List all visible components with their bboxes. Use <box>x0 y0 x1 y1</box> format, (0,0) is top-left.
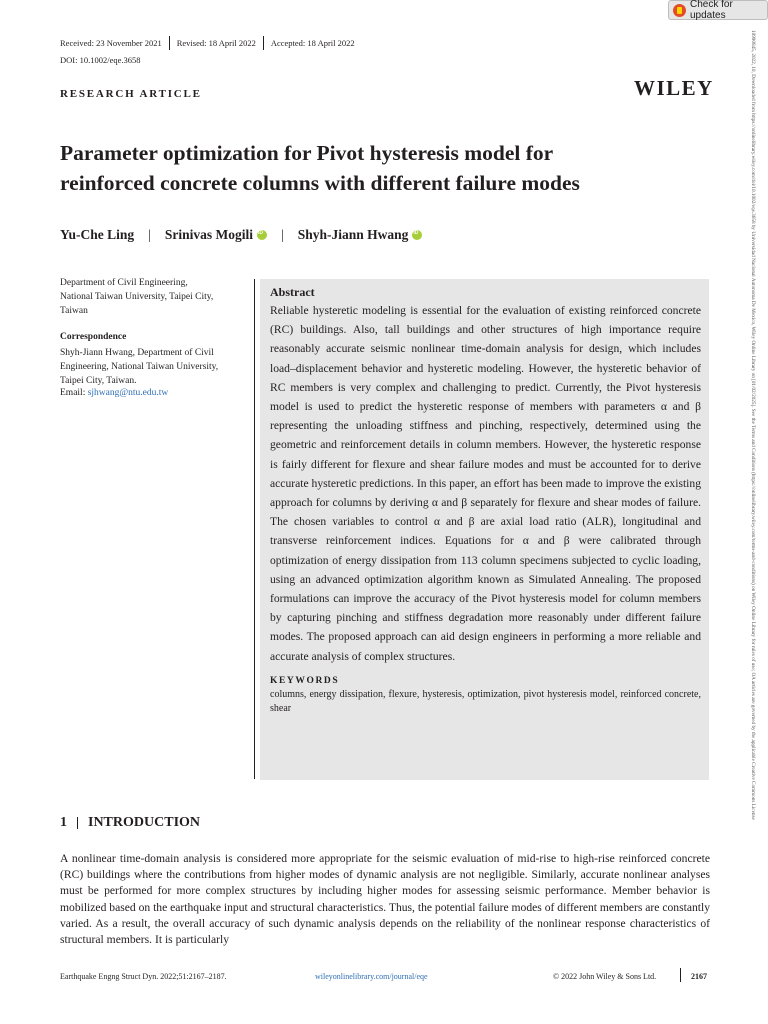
section-heading <box>60 815 200 831</box>
received-date: Received: 23 November 2021 <box>60 38 162 48</box>
title-line: Parameter optimization for Pivot hysteresis model for <box>60 141 554 165</box>
publisher-logo: WILEY <box>634 76 714 100</box>
correspondence-email: Email: sjhwang@ntu.edu.tw <box>60 388 169 398</box>
accepted-date: Accepted: 18 April 2022 <box>270 38 355 48</box>
introduction-paragraph: A nonlinear time-domain analysis is considered more appropriate for the seismic evaluation of mid-rise to high-rise reinforced concrete (RC) buildings where the contributions from higher modes of dynamic analysis are not negligible. Similarly, accurate nonlinear analyses must be performed for more complex structures by including higher modes for assessing seismic performance. Member behavior is mobilized based on the earthquake input and structural characteristics. Thus, the potential failure modes of different members are constantly varied. As a result, the overall accuracy of such dynamic analysis depends on the reliability of the nonlinear response characteristics of structural members. It is particularly <box>60 852 710 947</box>
affiliation: Department of Civil Engineering, National Taiwan University, Taipei City, Taiwan <box>60 278 214 317</box>
column-divider <box>254 279 255 779</box>
section-number: 1 <box>60 815 67 830</box>
email-link[interactable]: sjhwang@ntu.edu.tw <box>87 388 169 398</box>
author-name[interactable]: Shyh-Jiann Hwang iD <box>298 227 423 243</box>
journal-url[interactable]: wileyonlinelibrary.com/journal/eqe <box>315 972 428 981</box>
abstract-text: Reliable hysteretic modeling is essential for the evaluation of existing reinforced concrete (RC) buildings. Also, tall buildings and other structures of high importance require reasonably accurate seismic nonlinear time-domain analysis for design, which includes load–displacement behavior and hysteretic modeling. However, the hysteretic behavior of RC members is very complex and challenging to predict. Currently, the Pivot hysteresis model is used to predict the hysteretic response of members with parameters α and β representing the unloading stiffness and pinching, respectively, determined using the geometric and reinforcement details in column members. However, the hysteretic response is fairly different for flexure and shear failure modes and must be accounted for to derive accurate hysteretic predictions. In this paper, an effort has been made to improve the existing approach for columns by deriving α and β separately for flexure and shear modes of failure. The chosen variables to control α and β are axial load ratio (ALR), longitudinal and transverse reinforcement indices. Equations for α and β were calibrated through optimization of energy dissipation from 113 column specimens subjected to cyclic loading, using an advanced optimization algorithm known as Simulated Annealing. The proposed formulations can improve the accuracy of the Pivot hysteresis model for column members by capturing pinching and stiffness degradation more reasonably under different failure modes. The proposed approach can aid design engineers in performing a more reliable and accurate analysis of complex structures. <box>270 304 701 663</box>
check-for-updates-badge[interactable] <box>668 0 768 20</box>
title-line: reinforced concrete columns with different failure modes <box>60 171 580 195</box>
correspondence-address: Shyh-Jiann Hwang, Department of Civil Engineering, National Taiwan University, Taipei City, Taiwan. <box>60 348 219 387</box>
copyright: © 2022 John Wiley & Sons Ltd. <box>553 972 657 981</box>
doi: DOI: 10.1002/eqe.3658 <box>60 55 141 65</box>
keywords-list: columns, energy dissipation, flexure, hysteresis, optimization, pivot hysteresis model, reinforced concrete, shear <box>270 688 701 715</box>
orcid-icon[interactable] <box>257 230 267 240</box>
author-separator: | <box>148 227 151 242</box>
author-name[interactable]: Srinivas Mogili iD <box>165 227 267 243</box>
correspondence-heading: Correspondence <box>60 332 127 342</box>
author-separator: | <box>281 227 284 242</box>
page-number: 2167 <box>691 972 707 981</box>
check-for-updates-label: Check for updates <box>690 0 733 21</box>
check-for-updates-icon <box>673 4 686 17</box>
article-type: RESEARCH ARTICLE <box>60 88 202 100</box>
revised-date: Revised: 18 April 2022 <box>176 38 256 48</box>
author-name[interactable]: Yu-Che Ling <box>60 227 135 242</box>
article-dates <box>60 36 362 50</box>
page-footer <box>60 970 710 986</box>
download-notice: 10990845, 2022, 10, Downloaded from https://onlinelibrary.wiley.com/doi/10.1002/eqe.3658 by Universidad Nacional Autonoma De Mexico, Wiley Online Library on [01/02/2025]. See the Terms and Conditions (https://onlinelibrary.wiley.com/terms-and-conditions) on Wiley Online Library for rules of use; OA articles are governed by the applicable Creative Commons License <box>750 30 756 820</box>
footer-divider <box>680 968 681 982</box>
abstract-heading: Abstract <box>270 285 315 299</box>
keywords-heading: KEYWORDS <box>270 675 340 686</box>
author-list <box>60 227 422 243</box>
section-divider <box>77 817 78 829</box>
abstract-panel <box>260 279 709 780</box>
section-title: INTRODUCTION <box>88 815 201 830</box>
journal-citation: Earthquake Engng Struct Dyn. 2022;51:2167–2187. <box>60 972 227 981</box>
article-title <box>60 138 720 198</box>
orcid-icon[interactable] <box>412 230 422 240</box>
